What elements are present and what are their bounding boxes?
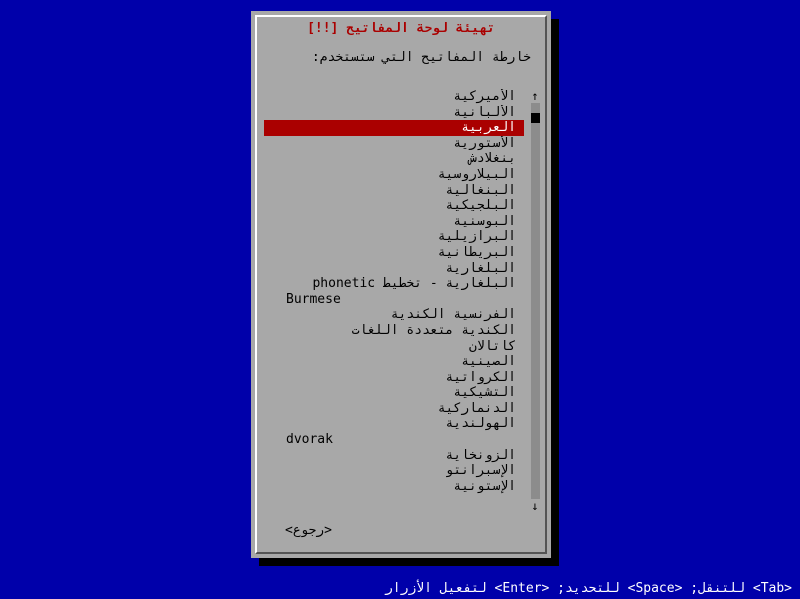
list-item[interactable]: التشيكية <box>453 385 516 401</box>
scrollbar-track[interactable] <box>531 103 540 499</box>
list-item[interactable]: البوسنية <box>453 213 516 229</box>
scroll-up-arrow-icon[interactable]: ↑ <box>531 89 539 103</box>
list-item[interactable]: الإسبرانتو <box>445 463 516 479</box>
list-item[interactable]: الإستونية <box>453 478 516 494</box>
list-item[interactable]: الأميركية <box>453 89 516 104</box>
list-item[interactable]: البلغارية - تخطيط phonetic <box>312 276 516 292</box>
dialog-title: [!!] تهيئة لوحة المفاتيح <box>301 21 501 36</box>
list-item[interactable]: البريطانية <box>437 244 516 260</box>
list-item[interactable]: كاتالان <box>469 338 516 354</box>
prompt-text: خارطة المفاتيح التي ستستخدم: <box>311 50 531 65</box>
list-item[interactable]: الهولندية <box>445 416 516 432</box>
scrollbar-thumb[interactable] <box>531 113 540 123</box>
list-item[interactable]: الألبانية <box>453 104 516 120</box>
keymap-list[interactable] <box>264 89 524 513</box>
list-item[interactable]: البلجيكية <box>445 198 516 214</box>
list-item[interactable]: الأستورية <box>453 135 516 151</box>
list-item[interactable]: الزونخاية <box>445 447 516 463</box>
list-item[interactable]: البلغارية <box>445 260 516 276</box>
list-item[interactable]: العربية <box>264 120 524 136</box>
list-item[interactable]: البرازيلية <box>437 229 516 245</box>
list-item[interactable]: Burmese <box>286 291 341 307</box>
status-bar: <Tab> للتنقل; <Space> للتحديد; <Enter> لتفعيل الأزرار <box>0 578 800 599</box>
scroll-down-arrow-icon[interactable]: ↓ <box>531 499 539 513</box>
list-item[interactable]: الكرواتية <box>445 369 516 385</box>
keyboard-configuration-dialog <box>251 11 551 558</box>
list-item[interactable]: البيلاروسية <box>437 166 516 182</box>
list-item[interactable]: الفرنسية الكندية <box>390 307 516 323</box>
list-item[interactable]: الكندية متعددة اللغات <box>351 322 516 338</box>
list-item[interactable]: dvorak <box>286 432 333 448</box>
list-item[interactable]: بنغلادش <box>469 151 516 167</box>
list-item[interactable]: البنغالية <box>445 182 516 198</box>
back-button[interactable]: <رجوع> <box>285 523 332 538</box>
dialog-title-bar <box>251 21 551 36</box>
list-scrollbar[interactable] <box>529 89 541 513</box>
list-item[interactable]: الصينية <box>461 354 516 370</box>
list-item[interactable]: الدنماركية <box>437 400 516 416</box>
